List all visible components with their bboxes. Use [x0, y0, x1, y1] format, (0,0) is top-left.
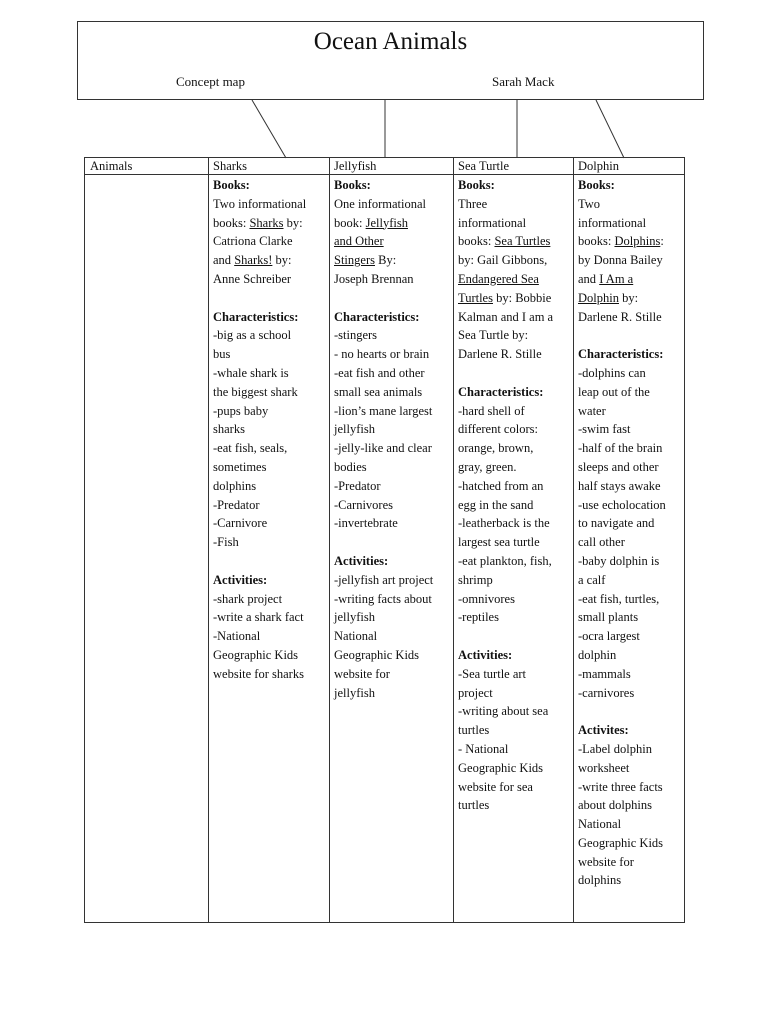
animal-cell — [453, 175, 573, 815]
books-line: Catriona Clarke — [213, 234, 293, 249]
connector-sharks — [252, 100, 286, 158]
characteristic-line: -hatched from an — [458, 478, 544, 493]
books-line: books: Sharks by: — [213, 215, 303, 230]
characteristic-line: a calf — [578, 572, 606, 587]
column-jellyfish — [329, 158, 454, 922]
books-line: One informational — [334, 196, 426, 211]
characteristic-line: -hard shell of — [458, 403, 525, 418]
books-line: Two informational — [213, 196, 307, 211]
activity-line: website for sharks — [213, 666, 304, 681]
books-heading: Books: — [213, 178, 250, 192]
books-line: informational — [578, 215, 647, 230]
column-animals — [85, 158, 209, 922]
activity-line: turtles — [458, 798, 490, 813]
characteristic-line: -mammals — [578, 666, 631, 681]
characteristic-line: -omnivores — [458, 591, 515, 606]
characteristic-line: -big as a school — [213, 328, 292, 343]
characteristic-line: dolphin — [578, 647, 617, 662]
activity-line: National — [334, 629, 378, 644]
characteristic-line: jellyfish — [334, 422, 375, 437]
column-header-sea-turtle: Sea Turtle — [453, 158, 573, 175]
books-line: books: Sea Turtles — [458, 234, 551, 249]
books-line: Kalman and I am a — [458, 309, 554, 324]
animal-cell — [329, 175, 453, 702]
characteristic-line: bus — [213, 347, 231, 362]
books-line: Dolphin by: — [578, 290, 639, 305]
animal-cell — [208, 175, 329, 684]
page-title: Ocean Animals — [313, 28, 468, 55]
activity-line: -shark project — [213, 591, 283, 606]
characteristic-line: -reptiles — [458, 610, 499, 625]
characteristic-line: - no hearts or brain — [334, 347, 430, 362]
books-line: Darlene R. Stille — [458, 347, 542, 362]
characteristic-line: -Predator — [334, 478, 381, 493]
characteristic-line: -stingers — [334, 328, 378, 343]
books-line: Stingers By: — [334, 253, 397, 268]
activity-line: worksheet — [578, 760, 630, 775]
characteristic-line: -invertebrate — [334, 516, 398, 531]
activity-line: website for — [334, 666, 390, 681]
characteristic-line: gray, green. — [458, 459, 517, 474]
activity-line: -writing facts about — [334, 591, 432, 606]
activity-line: Geographic Kids — [334, 647, 420, 662]
connector-lines — [0, 0, 768, 160]
column-header-jellyfish: Jellyfish — [329, 158, 453, 175]
activity-line: -write a shark fact — [213, 610, 304, 625]
activity-line: -Sea turtle art — [458, 666, 527, 681]
activity-line: National — [578, 817, 622, 832]
characteristic-line: orange, brown, — [458, 441, 534, 456]
characteristic-line: -Fish — [213, 535, 239, 550]
activity-line: -writing about sea — [458, 704, 549, 719]
concept-map-label: Concept map — [176, 74, 245, 89]
activity-line: Geographic Kids — [578, 835, 664, 850]
column-header-animals: Animals — [85, 158, 208, 175]
characteristic-line: small plants — [578, 610, 639, 625]
characteristic-line: call other — [578, 535, 625, 550]
column-sharks — [208, 158, 330, 922]
characteristic-line: -lion’s mane largest — [334, 403, 433, 418]
activity-line: website for sea — [458, 779, 533, 794]
author-name: Sarah Mack — [492, 74, 555, 89]
activity-line: project — [458, 685, 493, 700]
characteristic-line: different colors: — [458, 422, 538, 437]
books-line: Anne Schreiber — [213, 271, 292, 286]
activity-line: jellyfish — [334, 610, 375, 625]
characteristic-line: small sea animals — [334, 384, 423, 399]
books-heading: Books: — [578, 178, 615, 192]
characteristic-line: -eat fish, turtles, — [578, 591, 660, 606]
activity-line: jellyfish — [334, 685, 375, 700]
characteristic-line: egg in the sand — [458, 497, 534, 512]
characteristic-line: sometimes — [213, 459, 267, 474]
characteristic-line: -leatherback is the — [458, 516, 550, 531]
books-line: and Other — [334, 234, 384, 249]
books-heading: Books: — [458, 178, 495, 192]
activity-line: about dolphins — [578, 798, 652, 813]
concept-table — [84, 157, 685, 923]
characteristic-line: bodies — [334, 459, 367, 474]
activity-line: dolphins — [578, 873, 622, 888]
books-line: Three — [458, 196, 488, 211]
characteristic-line: -jelly-like and clear — [334, 441, 432, 456]
activity-line: -jellyfish art project — [334, 572, 434, 587]
characteristic-line: -Predator — [213, 497, 260, 512]
activity-line: -National — [213, 629, 261, 644]
characteristic-line: -eat plankton, fish, — [458, 553, 552, 568]
books-line: and Sharks! by: — [213, 253, 292, 268]
activity-line: Geographic Kids — [458, 760, 544, 775]
characteristic-line: dolphins — [213, 478, 257, 493]
characteristics-heading: Characteristics: — [334, 309, 420, 324]
books-line: Turtles by: Bobbie — [458, 290, 552, 305]
characteristic-line: the biggest shark — [213, 384, 298, 399]
books-line: by Donna Bailey — [578, 253, 663, 268]
books-line: Endangered Sea — [458, 271, 539, 286]
column-sea-turtle — [453, 158, 574, 922]
activities-heading: Activities: — [334, 553, 389, 568]
activities-heading: Activities: — [213, 572, 268, 587]
column-header-sharks: Sharks — [208, 158, 329, 175]
characteristic-line: leap out of the — [578, 384, 650, 399]
characteristic-line: water — [578, 403, 606, 418]
characteristic-line: -Carnivores — [334, 497, 394, 512]
activity-line: website for — [578, 854, 634, 869]
activity-line: Geographic Kids — [213, 647, 299, 662]
activity-line: -write three facts — [578, 779, 663, 794]
activity-line: - National — [458, 741, 509, 756]
characteristic-line: -pups baby — [213, 403, 269, 418]
connector-dolphin — [596, 100, 624, 158]
books-line: informational — [458, 215, 527, 230]
characteristic-line: shrimp — [458, 572, 493, 587]
books-line: and I Am a — [578, 271, 634, 286]
characteristic-line: -dolphins can — [578, 365, 646, 380]
activity-line: -Label dolphin — [578, 741, 652, 756]
column-dolphin — [573, 158, 685, 922]
characteristic-line: -whale shark is — [213, 365, 289, 380]
activities-heading: Activites: — [578, 723, 629, 738]
books-line: Darlene R. Stille — [578, 309, 662, 324]
characteristic-line: -half of the brain — [578, 441, 663, 456]
characteristic-line: -Carnivore — [213, 516, 268, 531]
books-line: Joseph Brennan — [334, 271, 414, 286]
characteristic-line: to navigate and — [578, 516, 655, 531]
characteristics-heading: Characteristics: — [578, 347, 664, 362]
activity-line: turtles — [458, 723, 490, 738]
characteristic-line: sharks — [213, 422, 245, 437]
books-heading: Books: — [334, 178, 371, 192]
characteristic-line: -eat fish, seals, — [213, 441, 288, 456]
characteristic-line: -baby dolphin is — [578, 553, 660, 568]
animal-cell — [573, 175, 685, 890]
characteristics-heading: Characteristics: — [458, 384, 544, 399]
books-line: by: Gail Gibbons, — [458, 253, 548, 268]
characteristics-heading: Characteristics: — [213, 309, 299, 324]
characteristic-line: -use echolocation — [578, 497, 666, 512]
characteristic-line: -carnivores — [578, 685, 635, 700]
column-header-dolphin: Dolphin — [573, 158, 685, 175]
books-line: books: Dolphins: — [578, 234, 664, 249]
characteristic-line: -eat fish and other — [334, 365, 425, 380]
books-line: Sea Turtle by: — [458, 328, 529, 343]
characteristic-line: -swim fast — [578, 422, 631, 437]
characteristic-line: sleeps and other — [578, 459, 659, 474]
characteristic-line: largest sea turtle — [458, 535, 540, 550]
books-line: book: Jellyfish — [334, 215, 408, 230]
characteristic-line: half stays awake — [578, 478, 661, 493]
books-line: Two — [578, 196, 601, 211]
characteristic-line: -ocra largest — [578, 629, 640, 644]
activities-heading: Activities: — [458, 647, 513, 662]
